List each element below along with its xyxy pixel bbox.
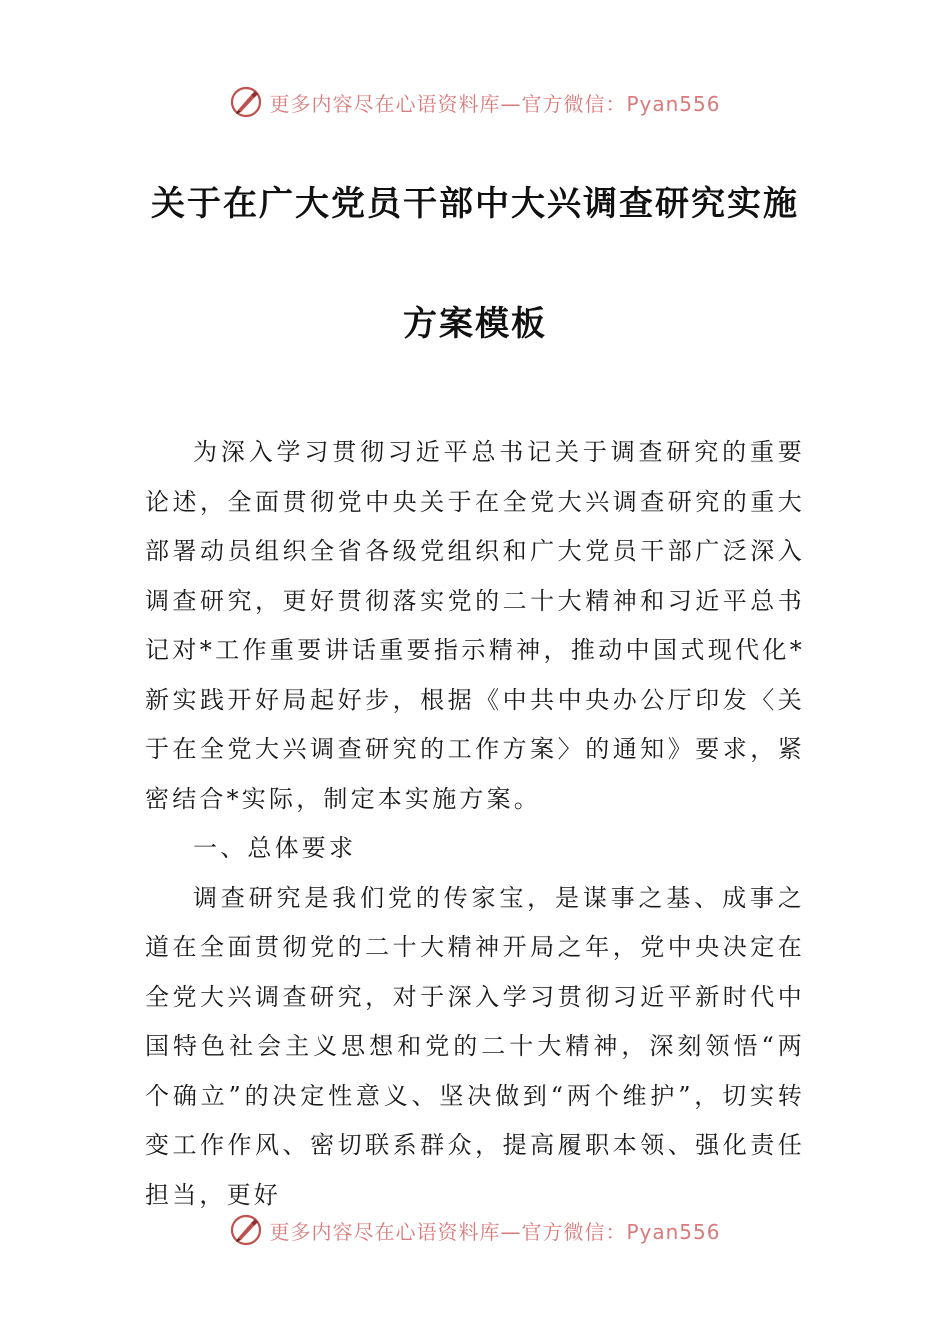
- document-title-line-1: 关于在广大党员干部中大兴调查研究实施: [151, 184, 799, 224]
- document-title-line-2: 方案模板: [403, 304, 547, 344]
- header-watermark-banner: [0, 80, 950, 124]
- header-banner-text: 更多内容尽在心语资料库—官方微信：Pyan556: [269, 91, 721, 116]
- pen-logo-icon: [229, 1213, 263, 1247]
- pen-logo-icon: [229, 85, 263, 119]
- footer-watermark-banner: [0, 1208, 950, 1252]
- footer-banner-text: 更多内容尽在心语资料库—官方微信：Pyan556: [269, 1219, 721, 1244]
- document-body: [145, 428, 805, 1220]
- intro-paragraph: 为深入学习贯彻习近平总书记关于调查研究的重要论述，全面贯彻党中央关于在全党大兴调查研究的重大部署动员组织全省各级党组织和广大党员干部广泛深入调查研究，更好贯彻落实党的二十大精神和习近平总书记对*工作重要讲话重要指示精神，推动中国式现代化*新实践开好局起好步，根据《中共中央办公厅印发〈关于在全党大兴调查研究的工作方案〉的通知》要求，紧密结合*实际，制定本实施方案。: [145, 438, 805, 813]
- body-paragraph: 调查研究是我们党的传家宝，是谋事之基、成事之道在全面贯彻党的二十大精神开局之年，党中央决定在全党大兴调查研究，对于深入学习贯彻习近平新时代中国特色社会主义思想和党的二十大精神，深刻领悟“两个确立”的决定性意义、坚决做到“两个维护”，切实转变工作作风、密切联系群众，提高履职本领、强化责任担当，更好: [145, 883, 805, 1209]
- section-heading-general-requirements: 一、总体要求: [193, 834, 357, 862]
